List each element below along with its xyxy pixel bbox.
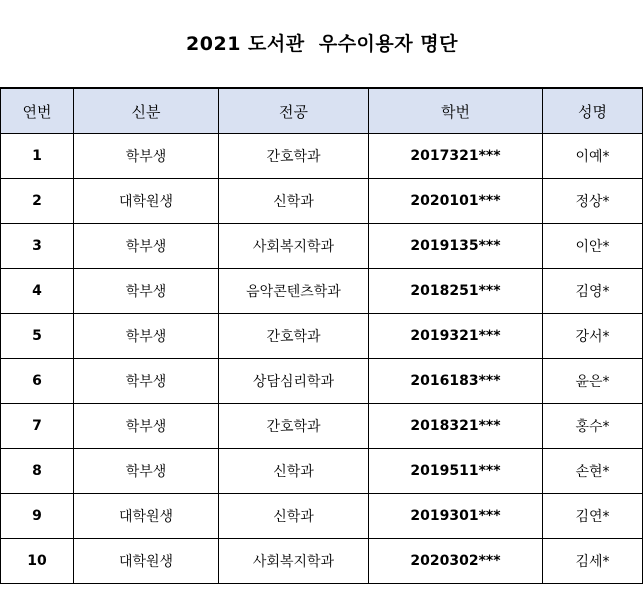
cell-name: 이안* — [543, 224, 643, 269]
cell-student-id: 2019511*** — [369, 449, 543, 494]
cell-major: 신학과 — [219, 494, 369, 539]
table-row — [1, 179, 643, 224]
table-row — [1, 359, 643, 404]
cell-student-id: 2016183*** — [369, 359, 543, 404]
cell-name: 김세* — [543, 539, 643, 584]
cell-major: 음악콘텐츠학과 — [219, 269, 369, 314]
honor-roll-table — [0, 87, 643, 584]
cell-index: 3 — [1, 224, 74, 269]
page-title: 2021 도서관 우수이용자 명단 — [186, 33, 458, 55]
cell-student-id: 2020101*** — [369, 179, 543, 224]
table-row — [1, 494, 643, 539]
cell-index: 6 — [1, 359, 74, 404]
cell-name: 김영* — [543, 269, 643, 314]
cell-major: 신학과 — [219, 449, 369, 494]
table-row — [1, 449, 643, 494]
table-row — [1, 404, 643, 449]
cell-student-id: 2019321*** — [369, 314, 543, 359]
cell-student-id: 2019135*** — [369, 224, 543, 269]
cell-major: 사회복지학과 — [219, 539, 369, 584]
cell-index: 2 — [1, 179, 74, 224]
cell-name: 손현* — [543, 449, 643, 494]
cell-status: 학부생 — [74, 404, 219, 449]
table-row — [1, 314, 643, 359]
cell-major: 간호학과 — [219, 134, 369, 179]
table-row — [1, 224, 643, 269]
table-header-row — [1, 88, 643, 134]
cell-index: 4 — [1, 269, 74, 314]
column-header-index: 연번 — [1, 88, 74, 134]
cell-student-id: 2017321*** — [369, 134, 543, 179]
cell-index: 9 — [1, 494, 74, 539]
column-header-name: 성명 — [543, 88, 643, 134]
cell-name: 윤은* — [543, 359, 643, 404]
cell-name: 홍수* — [543, 404, 643, 449]
cell-status: 학부생 — [74, 134, 219, 179]
cell-status: 학부생 — [74, 359, 219, 404]
cell-name: 김연* — [543, 494, 643, 539]
cell-name: 강서* — [543, 314, 643, 359]
cell-status: 학부생 — [74, 224, 219, 269]
table-row — [1, 539, 643, 584]
table-row — [1, 269, 643, 314]
column-header-major: 전공 — [219, 88, 369, 134]
cell-major: 간호학과 — [219, 314, 369, 359]
cell-status: 대학원생 — [74, 179, 219, 224]
cell-index: 8 — [1, 449, 74, 494]
cell-name: 이예* — [543, 134, 643, 179]
cell-major: 신학과 — [219, 179, 369, 224]
cell-status: 대학원생 — [74, 539, 219, 584]
cell-major: 간호학과 — [219, 404, 369, 449]
cell-status: 학부생 — [74, 269, 219, 314]
cell-student-id: 2019301*** — [369, 494, 543, 539]
cell-student-id: 2020302*** — [369, 539, 543, 584]
column-header-status: 신분 — [74, 88, 219, 134]
table-body — [1, 134, 643, 584]
cell-index: 5 — [1, 314, 74, 359]
table-row — [1, 134, 643, 179]
cell-status: 대학원생 — [74, 494, 219, 539]
cell-status: 학부생 — [74, 314, 219, 359]
cell-student-id: 2018251*** — [369, 269, 543, 314]
cell-status: 학부생 — [74, 449, 219, 494]
cell-major: 상담심리학과 — [219, 359, 369, 404]
column-header-student-id: 학번 — [369, 88, 543, 134]
cell-name: 정상* — [543, 179, 643, 224]
cell-major: 사회복지학과 — [219, 224, 369, 269]
cell-student-id: 2018321*** — [369, 404, 543, 449]
cell-index: 1 — [1, 134, 74, 179]
cell-index: 7 — [1, 404, 74, 449]
cell-index: 10 — [1, 539, 74, 584]
